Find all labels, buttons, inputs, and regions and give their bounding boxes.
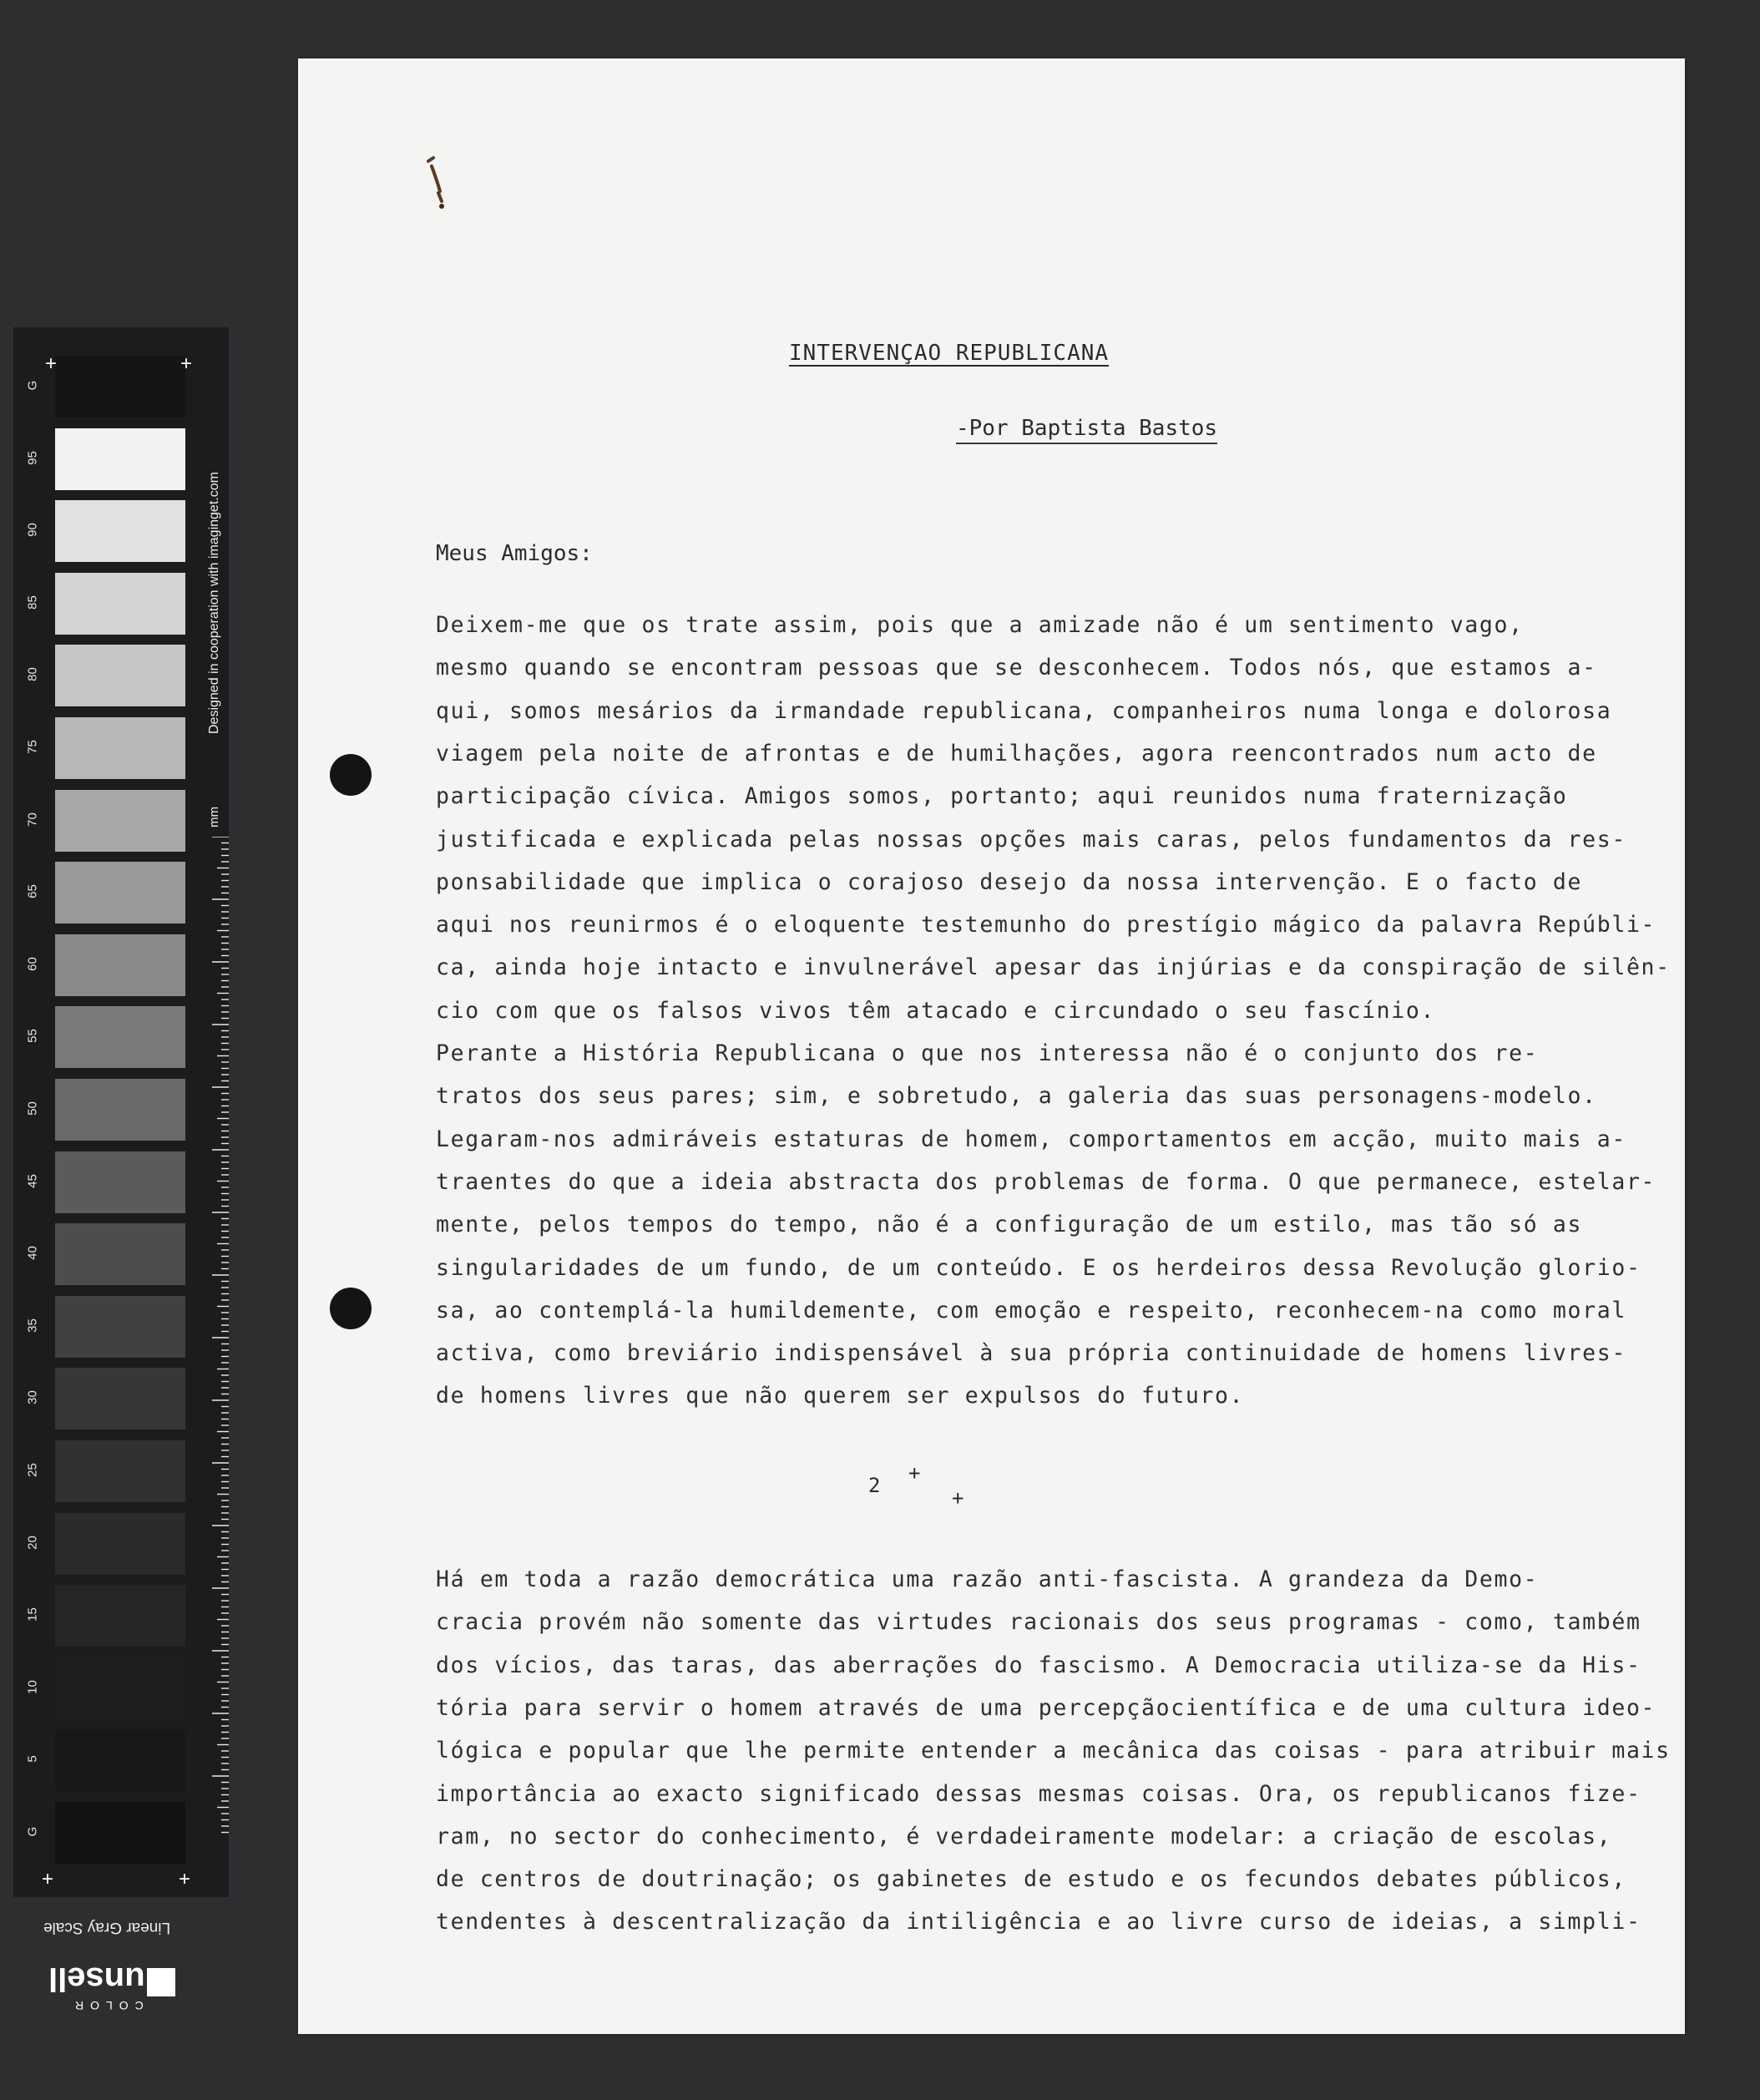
text-line: singularidades de um fundo, de um conteúdo. E os herdeiros dessa Revolução glorio-	[436, 1254, 1641, 1281]
gray-step-label: 15	[25, 1607, 40, 1622]
document-title: INTERVENÇAO REPUBLICANA	[789, 341, 1110, 366]
text-line: importância ao exacto significado dessas mesmas coisas. Ora, os republicanos fize-	[436, 1780, 1641, 1807]
gray-step-label: 40	[25, 1246, 40, 1261]
greeting: Meus Amigos:	[436, 541, 593, 566]
text-line: de centros de doutrinação; os gabinetes de estudo e os fecundos debates públicos,	[436, 1866, 1626, 1893]
registration-mark: +	[42, 1868, 54, 1890]
gray-swatch	[55, 573, 185, 635]
gray-step-label: 45	[25, 1173, 40, 1188]
mm-label: mm	[207, 807, 221, 827]
text-line: tratos dos seus pares; sim, e sobretudo, a galeria das suas personagens-modelo.	[436, 1083, 1597, 1110]
gray-swatch	[55, 717, 185, 779]
gray-swatch	[55, 1802, 185, 1864]
punch-hole	[330, 754, 372, 796]
gray-step-label: 60	[25, 956, 40, 971]
text-line: cracia provém não somente das virtudes racionais dos seus programas - como, também	[436, 1609, 1641, 1636]
gray-swatch	[55, 1151, 185, 1213]
gray-swatch	[55, 1729, 185, 1791]
text-line: Deixem-me que os trate assim, pois que a amizade não é um sentimento vago,	[436, 612, 1524, 638]
gray-step-label: 70	[25, 812, 40, 827]
card-credit-text: Designed in cooperation with imaginget.com	[207, 472, 221, 734]
gray-swatch	[55, 1513, 185, 1575]
text-line: qui, somos mesários da irmandade republicana, companheiros numa longa e dolorosa	[436, 697, 1612, 724]
text-line: mesmo quando se encontram pessoas que se desconhecem. Todos nós, que estamos a-	[436, 655, 1597, 681]
gray-swatch	[55, 1006, 185, 1068]
registration-mark: +	[179, 1868, 191, 1890]
gray-step-label: 65	[25, 884, 40, 899]
text-line: mente, pelos tempos do tempo, não é a configuração de um estilo, mas tão só as	[436, 1212, 1583, 1238]
text-line: de homens livres que não querem ser expulsos do futuro.	[436, 1383, 1245, 1409]
gray-swatch	[55, 1585, 185, 1647]
text-line: traentes do que a ideia abstracta dos problemas de forma. O que permanece, estelar-	[436, 1168, 1656, 1195]
page-number: 2	[868, 1474, 881, 1497]
text-line: ca, ainda hoje intacto e invulnerável apesar das injúrias e da conspiração de silên-	[436, 954, 1671, 981]
document-page	[298, 58, 1685, 2034]
munsell-brand-sub: COLOR	[68, 1999, 144, 2012]
ink-mark	[423, 154, 448, 221]
gray-step-label: 85	[25, 595, 40, 610]
gray-swatch	[55, 1079, 185, 1141]
text-line: activa, como breviário indispensável à sua própria continuidade de homens livres-	[436, 1340, 1626, 1367]
gray-step-label: 10	[25, 1679, 40, 1694]
gray-swatch	[55, 356, 185, 417]
gray-swatch	[55, 862, 185, 923]
gray-swatch	[55, 1440, 185, 1502]
mm-ruler	[210, 837, 229, 1839]
registration-mark: +	[180, 352, 193, 375]
text-line: viagem pela noite de afrontas e de humilhações, agora reencontrados num acto de	[436, 740, 1597, 767]
gray-step-label: 25	[25, 1463, 40, 1477]
text-line: aqui nos reunirmos é o eloquente testemunho do prestígio mágico da palavra Repúbli-	[436, 912, 1656, 939]
gray-step-label: G	[25, 380, 40, 391]
gray-step-label: 50	[25, 1101, 40, 1116]
text-line: Perante a História Republicana o que nos interessa não é o conjunto dos re-	[436, 1040, 1539, 1066]
separator-mark: +	[952, 1486, 964, 1510]
gray-step-label: 30	[25, 1390, 40, 1405]
gray-step-label: 5	[25, 1755, 40, 1763]
gray-step-label: G	[25, 1826, 40, 1837]
gray-step-label: 55	[25, 1029, 40, 1044]
text-line: justificada e explicada pelas nossas opções mais caras, pelos fundamentos da res-	[436, 826, 1626, 853]
document-author: -Por Baptista Bastos	[956, 416, 1217, 444]
text-line: lógica e popular que lhe permite entender a mecânica das coisas - para atribuir mais	[436, 1738, 1671, 1764]
gray-swatch	[55, 1296, 185, 1358]
gray-swatch	[55, 1223, 185, 1285]
registration-mark: +	[45, 352, 58, 375]
text-line: Legaram-nos admiráveis estaturas de homem, comportamentos em acção, muito mais a-	[436, 1126, 1626, 1152]
card-title: Linear Gray Scale	[43, 1919, 171, 1936]
gray-step-label: 90	[25, 523, 40, 538]
text-line: ponsabilidade que implica o corajoso desejo da nossa intervenção. E o facto de	[436, 868, 1583, 895]
text-line: sa, ao contemplá-la humildemente, com emoção e respeito, reconhecem-na como moral	[436, 1297, 1626, 1323]
text-line: Há em toda a razão democrática uma razão anti-fascista. A grandeza da Demo-	[436, 1566, 1539, 1592]
munsell-brand: Munsell	[48, 1961, 173, 1997]
gray-swatch	[55, 1657, 185, 1719]
gray-swatch	[55, 1368, 185, 1430]
gray-swatch	[55, 428, 185, 490]
gray-step-label: 75	[25, 740, 40, 754]
separator-mark: +	[908, 1461, 921, 1485]
gray-swatch	[55, 500, 185, 562]
gray-step-label: 95	[25, 450, 40, 465]
text-line: dos vícios, das taras, das aberrações do fascismo. A Democracia utiliza-se da His-	[436, 1652, 1641, 1678]
text-line: cio com que os falsos vivos têm atacado e circundado o seu fascínio.	[436, 997, 1436, 1024]
text-line: participação cívica. Amigos somos, portanto; aqui reunidos numa fraternização	[436, 783, 1568, 810]
gray-step-label: 35	[25, 1318, 40, 1333]
gray-swatch	[55, 645, 185, 706]
gray-step-label: 20	[25, 1535, 40, 1550]
punch-hole	[330, 1288, 372, 1329]
text-line: tendentes à descentralização da intiligência e ao livre curso de ideias, a simpli-	[436, 1909, 1641, 1936]
gray-step-label: 80	[25, 667, 40, 682]
text-line: tória para servir o homem através de uma percepçãocientífica e de uma cultura ideo-	[436, 1694, 1656, 1721]
gray-swatch	[55, 790, 185, 852]
text-line: ram, no sector do conhecimento, é verdadeiramente modelar: a criação de escolas,	[436, 1823, 1612, 1850]
gray-scale-card	[13, 327, 229, 2012]
gray-swatch	[55, 934, 185, 996]
